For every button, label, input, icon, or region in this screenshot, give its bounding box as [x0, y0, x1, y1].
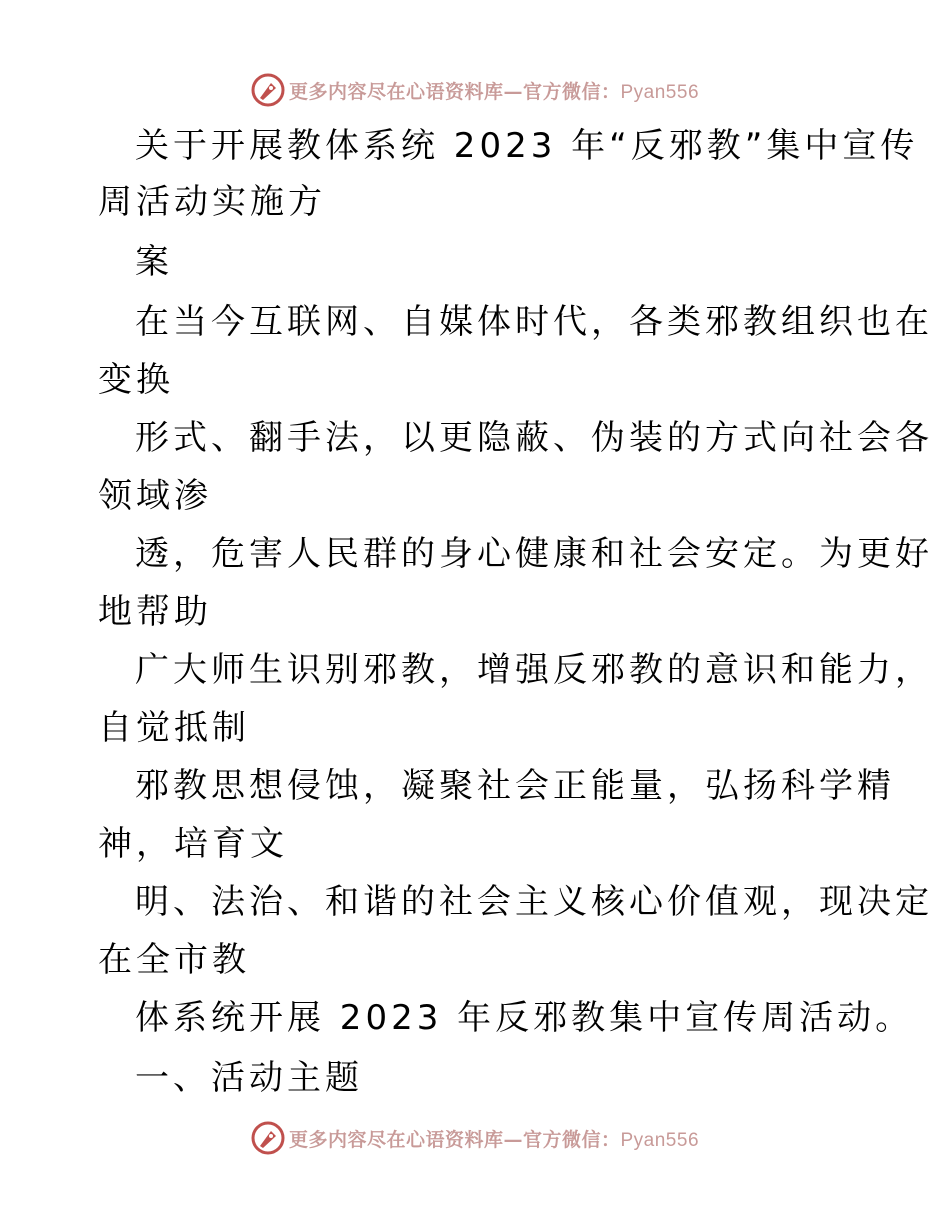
- text-line: 明、法治、和谐的社会主义核心价值观，现决定: [135, 882, 933, 922]
- section-heading: 一、活动主题: [135, 1058, 363, 1098]
- text-line: 广大师生识别邪教，增强反邪教的意识和能力，: [135, 650, 933, 690]
- text-line: 在当今互联网、自媒体时代，各类邪教组织也在: [135, 302, 933, 342]
- text-line: 领域渗: [98, 476, 212, 516]
- text-line: 神，培育文: [98, 824, 288, 864]
- footer-banner-text: 更多内容尽在心语资料库—官方微信：Pyan556: [288, 1128, 700, 1151]
- text-line: 体系统开展 2023 年反邪教集中宣传周活动。: [135, 998, 914, 1038]
- header-banner: [0, 70, 950, 110]
- footer-banner: [0, 1118, 950, 1158]
- text-line: 透，危害人民群的身心健康和社会安定。为更好: [135, 534, 933, 574]
- pen-nib-logo-icon: [251, 73, 285, 107]
- header-banner-text: 更多内容尽在心语资料库—官方微信：Pyan556: [288, 80, 700, 103]
- title-line-1: 关于开展教体系统 2023 年“反邪教”集中宣传: [135, 126, 919, 166]
- text-line: 在全市教: [98, 940, 250, 980]
- text-line: 自觉抵制: [98, 708, 250, 748]
- text-line: 邪教思想侵蚀，凝聚社会正能量，弘扬科学精: [135, 766, 895, 806]
- pen-nib-logo-icon: [251, 1121, 285, 1155]
- title-line-2: 周活动实施方: [98, 182, 326, 222]
- title-line-3: 案: [135, 242, 173, 282]
- text-line: 地帮助: [98, 592, 212, 632]
- text-line: 变换: [98, 360, 174, 400]
- text-line: 形式、翻手法，以更隐蔽、伪装的方式向社会各: [135, 418, 933, 458]
